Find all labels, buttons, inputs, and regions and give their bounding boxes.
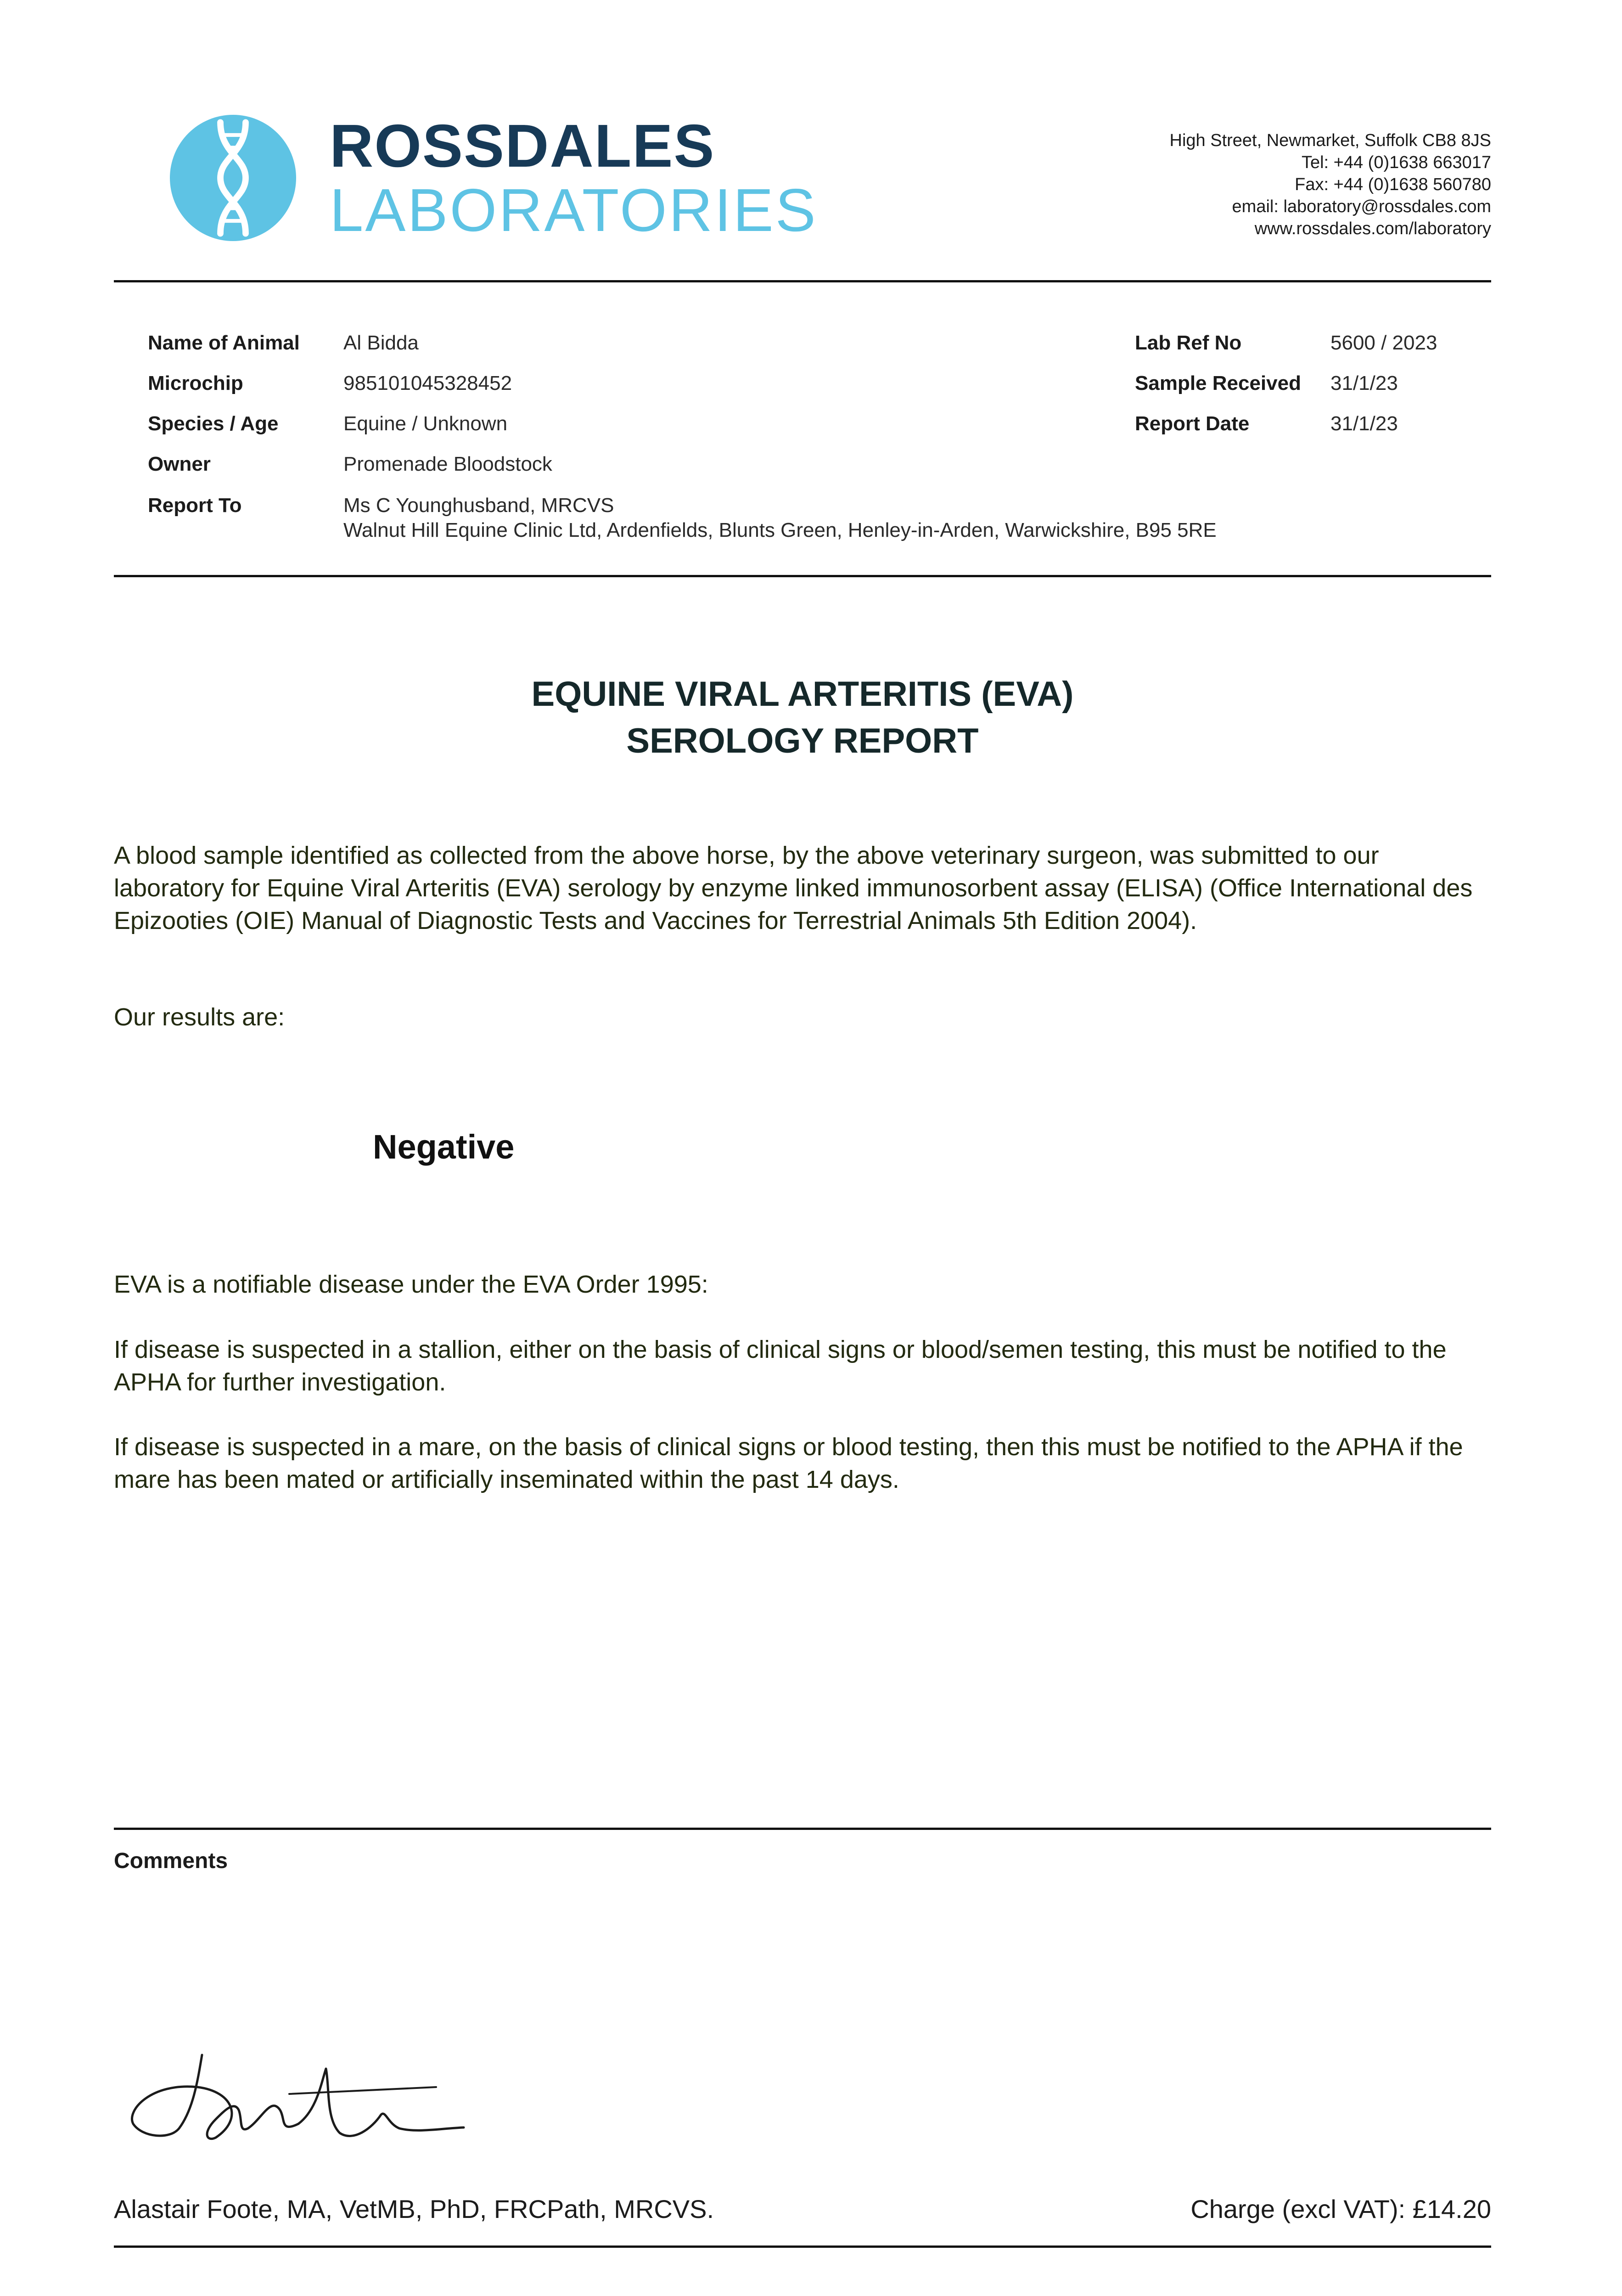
results-intro: Our results are: — [114, 1003, 285, 1031]
sample-received-value: 31/1/23 — [1330, 372, 1398, 394]
dna-helix-icon — [170, 115, 296, 241]
address-street: High Street, Newmarket, Suffolk CB8 8JS — [1169, 131, 1491, 150]
intro-paragraph: A blood sample identified as collected from the above horse, by the above veterinary surgeon, was submitted to our laboratory for Equine Viral Arteritis (EVA) serology by enzyme linked immunosorbent assay (ELISA) (Office International des Epizooties (OIE) Manual of Diagnostic Tests and Vaccines for Terrestrial Animals 5th Edition 2004). — [114, 842, 1473, 934]
report-to-name: Ms C Younghusband, MRCVS — [343, 494, 614, 517]
charge-amount: Charge (excl VAT): £14.20 — [1190, 2195, 1491, 2223]
report-title-line2: SEROLOGY REPORT — [626, 721, 979, 760]
report-title-line1: EQUINE VIRAL ARTERITIS (EVA) — [531, 675, 1074, 714]
lab-address — [1170, 129, 1491, 240]
microchip-label: Microchip — [148, 372, 243, 394]
comments-divider — [114, 1828, 1491, 1830]
species-age-label: Species / Age — [148, 412, 279, 435]
lab-ref-value: 5600 / 2023 — [1330, 332, 1437, 354]
info-divider — [114, 575, 1491, 577]
owner-label: Owner — [148, 453, 211, 475]
report-to-label: Report To — [148, 494, 242, 517]
signer-name: Alastair Foote, MA, VetMB, PhD, FRCPath, MRCVS. — [114, 2195, 714, 2223]
mare-notice: If disease is suspected in a mare, on the basis of clinical signs or blood testing, then this must be notified to the APHA if the mare has been mated or artificially inseminated within the past 14 days. — [114, 1433, 1463, 1493]
test-result: Negative — [373, 1128, 515, 1166]
address-website: www.rossdales.com/laboratory — [1254, 219, 1491, 238]
stallion-notice: If disease is suspected in a stallion, either on the basis of clinical signs or blood/semen testing, this must be notified to the APHA for further investigation. — [114, 1336, 1447, 1396]
header-divider — [114, 280, 1491, 282]
address-email: email: laboratory@rossdales.com — [1232, 197, 1491, 216]
sample-received-label: Sample Received — [1135, 372, 1301, 394]
signature — [124, 2041, 473, 2161]
footer-divider — [114, 2245, 1491, 2248]
owner-value: Promenade Bloodstock — [343, 453, 552, 475]
name-of-animal-label: Name of Animal — [148, 332, 300, 354]
brand-name-line2: LABORATORIES — [330, 176, 818, 244]
notifiable-notice: EVA is a notifiable disease under the EVA Order 1995: — [114, 1271, 708, 1298]
species-age-value: Equine / Unknown — [343, 412, 508, 435]
report-date-value: 31/1/23 — [1330, 412, 1398, 435]
brand-name-line1: ROSSDALES — [330, 112, 715, 180]
report-to-address: Walnut Hill Equine Clinic Ltd, Ardenfields, Blunts Green, Henley-in-Arden, Warwickshire, B95 5RE — [343, 519, 1217, 541]
report-date-label: Report Date — [1135, 412, 1250, 435]
microchip-value: 985101045328452 — [343, 372, 512, 394]
address-tel: Tel: +44 (0)1638 663017 — [1301, 153, 1491, 172]
lab-ref-label: Lab Ref No — [1135, 332, 1242, 354]
name-of-animal-value: Al Bidda — [343, 332, 419, 354]
address-fax: Fax: +44 (0)1638 560780 — [1295, 175, 1491, 194]
comments-label: Comments — [114, 1849, 228, 1873]
